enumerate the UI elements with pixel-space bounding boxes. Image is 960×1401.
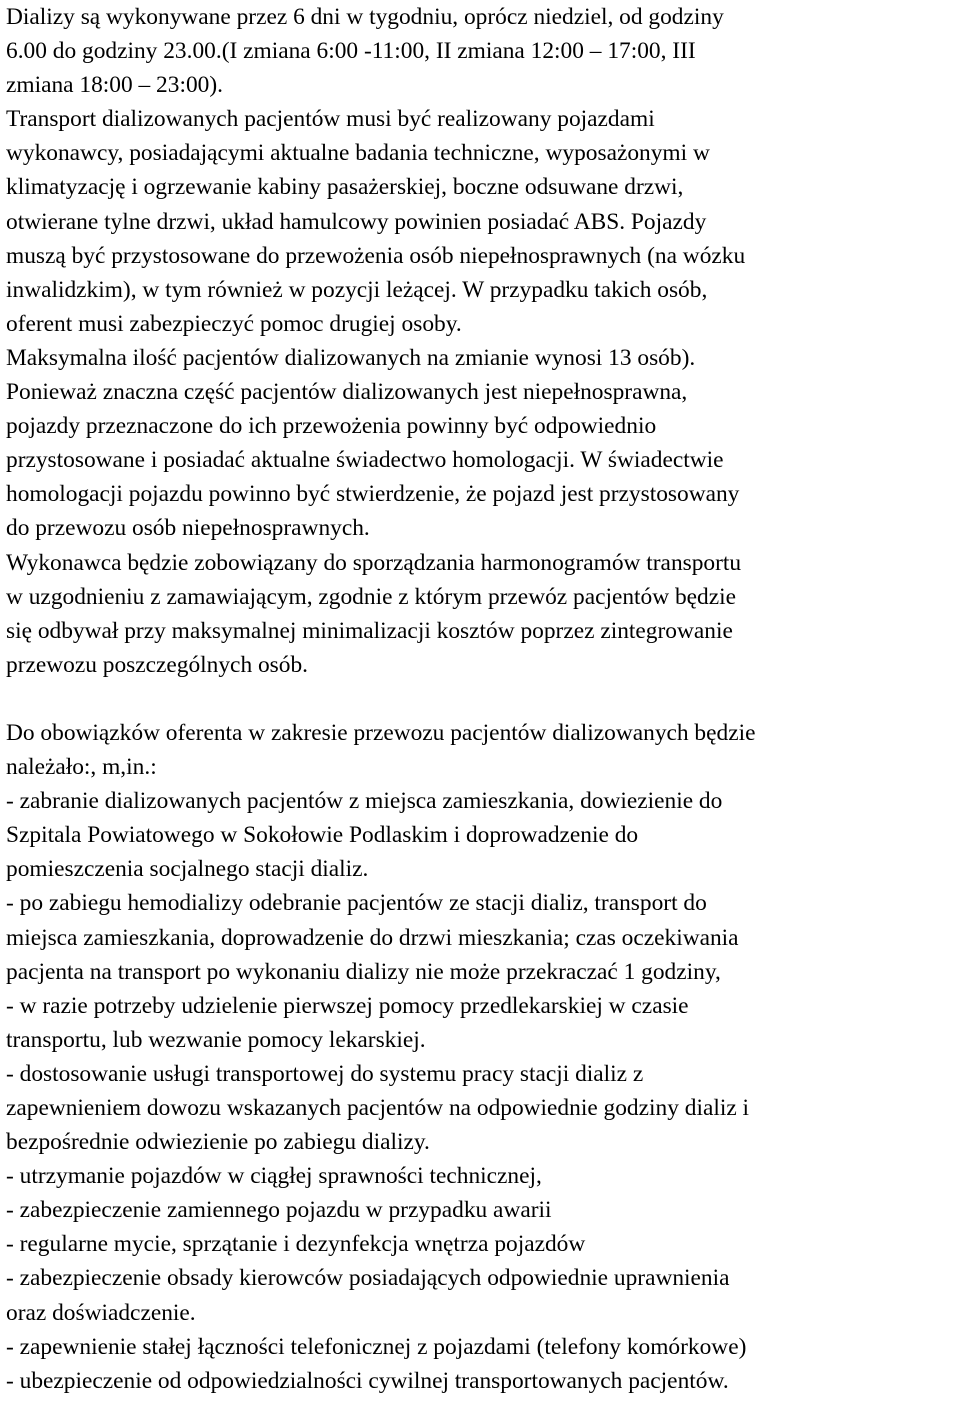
list-item-line: transportu, lub wezwanie pomocy lekarskiej. bbox=[6, 1026, 426, 1053]
list-item-line: - ubezpieczenie od odpowiedzialności cywilnej transportowanych pacjentów. bbox=[6, 1367, 729, 1394]
list-item-line: pomieszczenia socjalnego stacji dializ. bbox=[6, 856, 369, 883]
text-line: przystosowane i posiadać aktualne świadectwo homologacji. W świadectwie bbox=[6, 447, 724, 474]
text-line: Do obowiązków oferenta w zakresie przewozu pacjentów dializowanych będzie bbox=[6, 719, 756, 746]
text-line: przewozu poszczególnych osób. bbox=[6, 651, 309, 678]
list-item-line: - po zabiegu hemodializy odebranie pacjentów ze stacji dializ, transport do bbox=[6, 890, 707, 917]
list-item-line: Szpitala Powiatowego w Sokołowie Podlaskim i doprowadzenie do bbox=[6, 822, 639, 849]
text-line: klimatyzację i ogrzewanie kabiny pasażerskiej, boczne odsuwane drzwi, bbox=[6, 174, 684, 201]
text-line: do przewozu osób niepełnosprawnych. bbox=[6, 515, 370, 542]
text-line: Ponieważ znaczna część pacjentów dializowanych jest niepełnosprawna, bbox=[6, 379, 688, 406]
text-line: należało:, m,in.: bbox=[6, 754, 157, 781]
text-line: 6.00 do godziny 23.00.(I zmiana 6:00 -11:00, II zmiana 12:00 – 17:00, III bbox=[6, 38, 696, 65]
list-item-line: - w razie potrzeby udzielenie pierwszej pomocy przedlekarskiej w czasie bbox=[6, 992, 689, 1019]
list-item-line: - zabezpieczenie zamiennego pojazdu w przypadku awarii bbox=[6, 1197, 552, 1224]
list-item-line: miejsca zamieszkania, doprowadzenie do drzwi mieszkania; czas oczekiwania bbox=[6, 924, 739, 951]
text-line: pojazdy przeznaczone do ich przewożenia powinny być odpowiednio bbox=[6, 413, 657, 440]
paragraph-spacer bbox=[6, 682, 956, 716]
text-line: zmiana 18:00 – 23:00). bbox=[6, 72, 223, 99]
paragraph-obligations-list bbox=[6, 716, 956, 1398]
list-item-line: - zabezpieczenie obsady kierowców posiadających odpowiednie uprawnienia bbox=[6, 1265, 730, 1292]
list-item-line: - zabranie dializowanych pacjentów z miejsca zamieszkania, dowiezienie do bbox=[6, 788, 723, 815]
text-line: wykonawcy, posiadającymi aktualne badania techniczne, wyposażonymi w bbox=[6, 140, 710, 167]
text-line: oferent musi zabezpieczyć pomoc drugiej osoby. bbox=[6, 310, 462, 337]
paragraph-transport-requirements bbox=[6, 0, 956, 682]
text-line: się odbywał przy maksymalnej minimalizacji kosztów poprzez zintegrowanie bbox=[6, 617, 733, 644]
list-item-line: bezpośrednie odwiezienie po zabiegu dializy. bbox=[6, 1129, 430, 1156]
text-line: muszą być przystosowane do przewożenia osób niepełnosprawnych (na wózku bbox=[6, 242, 746, 269]
list-item-line: - dostosowanie usługi transportowej do systemu pracy stacji dializ z bbox=[6, 1060, 644, 1087]
text-line: Transport dializowanych pacjentów musi być realizowany pojazdami bbox=[6, 106, 655, 133]
text-line: Maksymalna ilość pacjentów dializowanych na zmianie wynosi 13 osób). bbox=[6, 344, 696, 371]
text-line: w uzgodnieniu z zamawiającym, zgodnie z którym przewóz pacjentów będzie bbox=[6, 583, 737, 610]
text-line: Dializy są wykonywane przez 6 dni w tygodniu, oprócz niedziel, od godziny bbox=[6, 4, 724, 30]
list-item-line: pacjenta na transport po wykonaniu dializy nie może przekraczać 1 godziny, bbox=[6, 958, 721, 985]
text-line: homologacji pojazdu powinno być stwierdzenie, że pojazd jest przystosowany bbox=[6, 481, 740, 508]
document-page bbox=[6, 0, 956, 1398]
text-line: inwalidzkim), w tym również w pozycji leżącej. W przypadku takich osób, bbox=[6, 276, 708, 303]
list-item-line: - zapewnienie stałej łączności telefonicznej z pojazdami (telefony komórkowe) bbox=[6, 1333, 747, 1360]
text-line: Wykonawca będzie zobowiązany do sporządzania harmonogramów transportu bbox=[6, 549, 742, 576]
list-item-line: zapewnieniem dowozu wskazanych pacjentów na odpowiednie godziny dializ i bbox=[6, 1095, 750, 1121]
list-item-line: oraz doświadczenie. bbox=[6, 1299, 196, 1326]
text-line: otwierane tylne drzwi, układ hamulcowy powinien posiadać ABS. Pojazdy bbox=[6, 208, 707, 235]
list-item-line: - utrzymanie pojazdów w ciągłej sprawności technicznej, bbox=[6, 1163, 542, 1190]
list-item-line: - regularne mycie, sprzątanie i dezynfekcja wnętrza pojazdów bbox=[6, 1231, 586, 1258]
